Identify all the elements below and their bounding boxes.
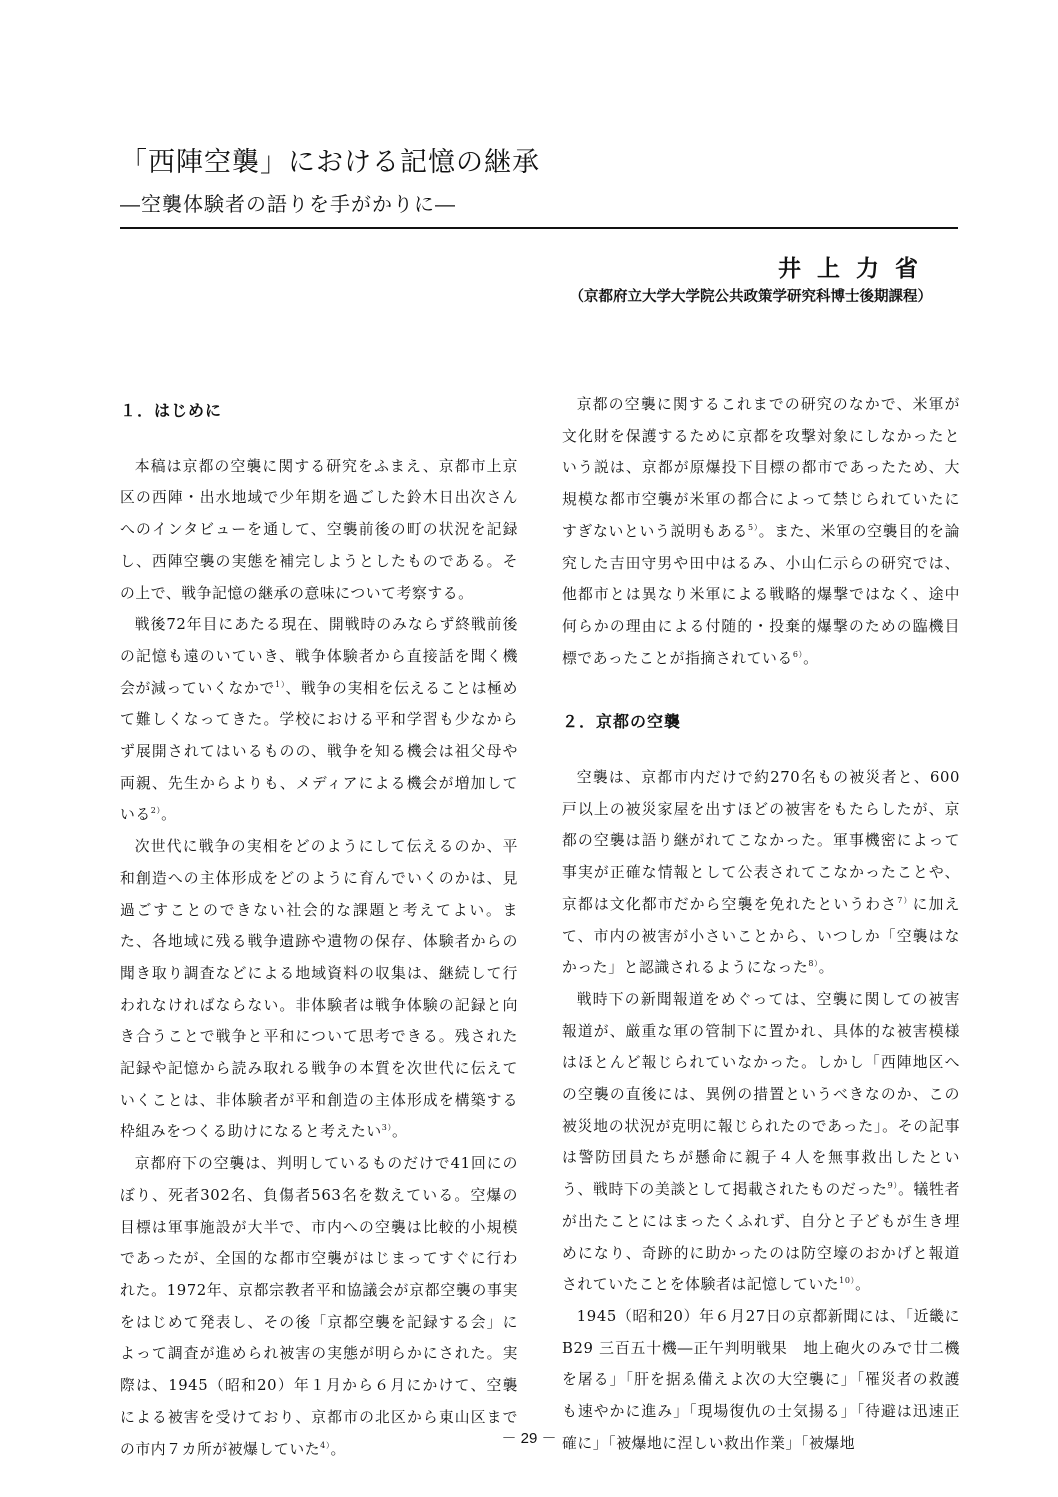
paragraph-6-text: 空襲は、京都市内だけで約270名もの被災者と、600戸以上の被災家屋を出すほどの被害をもたらしたが、京都の空襲は語り継がれてこなかった。軍事機密によって事実が正確な情報として公表されてこなかったことや、京都は文化都市だから空襲を免れたというわさ: [562, 769, 960, 913]
footnote-ref-5: 5）: [748, 522, 759, 532]
section-1-heading: １．はじめに: [120, 401, 223, 420]
paragraph-7-text: 戦時下の新聞報道をめぐっては、空襲に関しての被害報道が、厳重な軍の管制下に置かれ、具体的な被害模様はほとんど報じられていなかった。しかし「西陣地区への空襲の直後には、異例の措置というべきなのか、この被災地の状況が克明に報じられたのであった」。その記事は警防団員たちが懸命に親子４人を無事救出したという、戦時下の美談として掲載されたものだった: [562, 990, 960, 1199]
paragraph-2-text: 戦後72年目にあたる現在、開戦時のみならず終戦前後の記憶も遠のいていき、戦争体験者から直接話を聞く機会が減っていくなかで: [120, 616, 518, 697]
footnote-ref-3: 3）: [381, 1123, 393, 1133]
paragraph-6: [562, 762, 960, 984]
paragraph-4-text: 京都府下の空襲は、判明しているものだけで41回にのぼり、死者302名、負傷者563名を数えている。空爆の目標は軍事施設が大半で、市内への空襲は比較的小規模であったが、全国的な都市空襲がはじまってすぐに行われた。1972年、京都宗教者平和協議会が京都空襲の事実をはじめて発表し、その後「京都空襲を記録する会」によって調査が進められ被害の実態が明らかにされた。実際は、1945（昭和20）年１月から６月にかけて、空襲による被害を受けており、京都市の北区から東山区までの市内７カ所が被爆していた: [120, 1155, 518, 1458]
title-rule: [120, 227, 958, 229]
footnote-ref-8: 8）: [808, 959, 819, 969]
author-affiliation: （京都府立大学大学院公共政策学研究科博士後期課程）: [569, 288, 932, 305]
left-column: [120, 395, 518, 1465]
author-name: 井上力省: [778, 255, 934, 282]
paragraph-2-end: 。: [161, 806, 177, 824]
right-column: [562, 389, 960, 1460]
paragraph-3-text: 次世代に戦争の実相をどのようにして伝えるのか、平和創造への主体形成をどのように育んでいくのかは、見過ごすことのできない社会的な課題と考えてよい。また、各地域に残る戦争遺跡や遺物の保存、体験者からの聞き取り調査などによる地域資料の収集は、継続して行われなければならない。非体験者は戦争体験の記録と向き合うことで戦争と平和について思考できる。残された記録や記憶から読み取れる戦争の本質を次世代に伝えていくことは、非体験者が平和創造の主体形成を構築する枠組みをつくる助けになると考えたい: [120, 838, 518, 1141]
footnote-ref-1: 1）: [275, 679, 286, 689]
footnote-ref-10: 10）: [839, 1276, 856, 1286]
paragraph-3: [120, 831, 518, 1148]
paragraph-3-end: 。: [392, 1123, 408, 1141]
paragraph-2: [120, 609, 518, 831]
paragraph-4-end: 。: [330, 1440, 346, 1458]
paragraph-8: 1945（昭和20）年６月27日の京都新聞には、「近畿にB29 三百五十機―正午判明戦果 地上砲火のみで廿二機を屠る」「肝を据ゑ備えよ次の大空襲に」「罹災者の救護も速やかに進み」「現場復仇の士気揚る」「待避は迅速正確に」「被爆地に涅しい救出作業」「被爆地: [562, 1307, 960, 1452]
paragraph-6-text-b: に加えて、市内の被害が小さいことから、いつしか「空襲はなかった」と認識されるようになった: [562, 895, 960, 977]
paragraph-6-end: 。: [818, 959, 835, 977]
paragraph-5: [562, 389, 960, 674]
footnote-ref-7: 7）: [897, 895, 913, 905]
paragraph-5-end: 。: [803, 649, 819, 667]
footnote-ref-6: 6）: [792, 649, 804, 659]
paragraph-5-text-b: 。また、米軍の空襲目的を論究した吉田守男や田中はるみ、小山仁示らの研究では、他都市とは異なり米軍による戦略的爆撃ではなく、途中何らかの理由による付随的・投棄的爆撃のための臨機目標であったことが指摘されている: [562, 522, 960, 667]
paragraph-7-text-b: 。犠牲者が出たことにはまったくふれず、自分と子どもが生き埋めになり、奇跡的に助かったのは防空壕のおかげと報道されていたことを体験者は記憶していた: [562, 1181, 961, 1294]
paragraph-4: [120, 1148, 518, 1465]
footnote-ref-2: 2）: [150, 806, 162, 816]
paragraph-2-text-b: 、戦争の実相を伝えることは極めて難しくなってきた。学校における平和学習も少なからず展開されてはいるものの、戦争を知る機会は祖父母や両親、先生からよりも、メディアによる機会が増加している: [120, 679, 518, 824]
paragraph-7: [562, 984, 960, 1301]
footnote-ref-4: 4）: [320, 1440, 331, 1450]
page-number: － 29 －: [501, 1430, 557, 1447]
paragraph-5-text: 京都の空襲に関するこれまでの研究のなかで、米軍が文化財を保護するために京都を攻撃対象にしなかったという説は、京都が原爆投下目標の都市であったため、大規模な都市空襲が米軍の都合によって禁じられていたにすぎないという説明もある: [562, 396, 960, 540]
paper-subtitle: ―空襲体験者の語りを手がかりに―: [120, 192, 456, 216]
section-2-heading: ２．京都の空襲: [562, 712, 682, 732]
paragraph-7-end: 。: [855, 1276, 871, 1294]
paper-title: 「西陣空襲」における記憶の継承: [120, 147, 540, 178]
footnote-ref-9: 9）: [887, 1181, 899, 1191]
paragraph-1: 本稿は京都の空襲に関する研究をふまえ、京都市上京区の西陣・出水地域で少年期を過ごした鈴木日出次さんへのインタビューを通して、空襲前後の町の状況を記録し、西陣空襲の実態を補完しようとしたものである。その上で、戦争記憶の継承の意味について考察する。: [120, 457, 518, 602]
